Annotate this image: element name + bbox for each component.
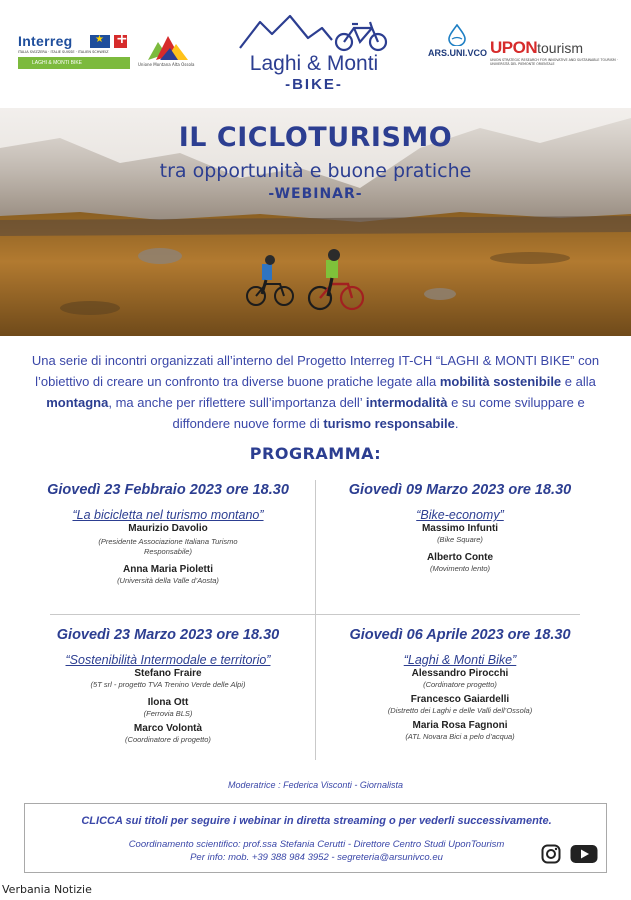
tourism-brand: tourism: [537, 40, 584, 56]
session-date: Giovedì 09 Marzo 2023 ore 18.30: [348, 482, 572, 498]
session-card: [310, 627, 610, 742]
interreg-wordmark: Interreg: [18, 33, 73, 49]
speaker-name: Stefano Fraire: [134, 668, 202, 679]
unione-montana-text: Unione Montana Alta Ossola: [138, 62, 195, 67]
upon-subtitle: UNION STRATEGIC RESEARCH FOR INNOVATIVE AND SUSTAINABLE TOURISM · UNIVERSITÀ DEL PIEMONTE ORIENTALE: [490, 58, 618, 66]
program-horizontal-divider: [50, 614, 580, 615]
intro-paragraph: [30, 350, 601, 434]
speaker-name: Francesco Gaiardelli: [410, 694, 510, 705]
speaker-name: Alberto Conte: [426, 552, 494, 563]
speaker-role: (Presidente Associazione Italiana Turismo Responsabile): [98, 537, 238, 556]
speaker-name: Massimo Infunti: [421, 523, 499, 534]
speaker-name: Maria Rosa Fagnoni: [412, 720, 508, 731]
session-card: [18, 627, 318, 745]
intro-text-2: e alla: [561, 374, 596, 389]
unione-mountains-icon: [148, 34, 188, 60]
speaker-role: (Ferrovia BLS): [143, 709, 193, 718]
session-card: [310, 482, 610, 574]
intro-text-4: e su come sviluppare e diffondere nuove forme di: [172, 395, 585, 431]
water-drop-icon: [447, 24, 467, 46]
intro-text-3: , ma anche per riflettere sull’importanza dell’: [108, 395, 366, 410]
session-title-link[interactable]: “Sostenibilità Intermodale e territorio”: [65, 653, 271, 667]
speaker-name: Anna Maria Pioletti: [122, 564, 213, 575]
speaker-role: (Movimento lento): [429, 564, 491, 573]
intro-bold-3: intermodalità: [365, 395, 448, 410]
youtube-icon[interactable]: [570, 844, 598, 864]
call-to-action: CLICCA sui titoli per seguire i webinar in diretta streaming o per vederli successivamente.: [81, 815, 552, 827]
intro-bold-4: turismo responsabile: [323, 416, 455, 431]
speaker-name: Marco Volontà: [133, 723, 203, 734]
speaker-role: (Università della Valle d’Aosta): [117, 576, 219, 585]
speaker-name: Alessandro Pirocchi: [411, 668, 509, 679]
speaker-name: Maurizio Davolio: [128, 523, 208, 534]
intro-bold-2: montagna: [46, 395, 109, 410]
scientific-coordination: Coordinamento scientifico: prof.ssa Stefania Cerutti - Direttore Centro Studi UponTourism: [128, 839, 505, 850]
interreg-project-band: LAGHI & MONTI BIKE: [18, 57, 130, 69]
programma-heading: PROGRAMMA:: [249, 444, 382, 463]
speaker-role: (Distretto dei Laghi e delle Valli dell’Ossola): [387, 706, 533, 715]
unione-montana-logo: [138, 34, 195, 70]
event-title: IL CICLOTURISMO: [178, 122, 453, 153]
session-card: [18, 482, 318, 586]
speaker-name: Ilona Ott: [147, 697, 189, 708]
hero-banner: [0, 108, 631, 336]
upon-wordmark: [490, 38, 583, 58]
header-logos: [0, 0, 631, 108]
speaker-role: (Coordinatore di progetto): [125, 735, 211, 744]
session-date: Giovedì 23 Marzo 2023 ore 18.30: [56, 627, 280, 643]
session-title-link[interactable]: “Bike-economy”: [416, 508, 504, 522]
session-date: Giovedì 06 Aprile 2023 ore 18.30: [349, 627, 571, 643]
upon-brand: UPON: [490, 38, 538, 57]
eu-flag-icon: [90, 35, 110, 48]
instagram-icon[interactable]: [541, 844, 561, 864]
interreg-logo: [18, 33, 130, 71]
upon-tourism-logo: [490, 38, 618, 68]
session-title-link[interactable]: “La bicicletta nel turismo montano”: [72, 508, 264, 522]
logo-bike-label: -BIKE-: [285, 76, 343, 93]
speaker-role: (Cordinatore progetto): [423, 680, 497, 689]
interreg-subtitle: ITALIA SVIZZERA · ITALIE SUISSE · ITALIEN SCHWEIZ: [18, 50, 109, 54]
contact-info: Per info: mob. +39 388 984 3952 - segreteria@arsunivco.eu: [190, 852, 443, 863]
footer-box: [24, 803, 607, 873]
speaker-role: (Bike Square): [437, 535, 483, 544]
intro-text-1: Una serie di incontri organizzati all’interno del Progetto Interreg IT-CH “LAGHI & MONTI BIKE” con l’obiettivo di creare un confronto tra diverse buone pratiche legate alla: [31, 353, 600, 389]
event-subtitle: tra opportunità e buone pratiche: [159, 160, 472, 182]
moderator-line: Moderatrice : Federica Visconti - Giornalista: [228, 780, 403, 790]
swiss-flag-icon: [114, 35, 127, 48]
logo-title: Laghi & Monti: [249, 52, 379, 75]
event-format-label: -WEBINAR-: [268, 186, 363, 202]
speaker-role: (ATL Novara Bici a pelo d’acqua): [405, 732, 515, 741]
mountains-bike-icon: [232, 12, 396, 52]
intro-bold-1: mobilità sostenibile: [439, 374, 562, 389]
intro-text-5: .: [454, 416, 459, 431]
ars-uni-vco-text: ARS.UNI.VCO: [428, 48, 488, 58]
ars-uni-vco-logo: [428, 24, 486, 74]
session-title-link[interactable]: “Laghi & Monti Bike”: [403, 653, 517, 667]
speaker-role: (5T srl - progetto TVA Trenino Verde delle Alpi): [90, 680, 246, 689]
laghi-monti-bike-logo: [232, 12, 396, 94]
source-caption: Verbania Notizie: [2, 883, 92, 896]
session-date: Giovedì 23 Febbraio 2023 ore 18.30: [47, 482, 289, 498]
